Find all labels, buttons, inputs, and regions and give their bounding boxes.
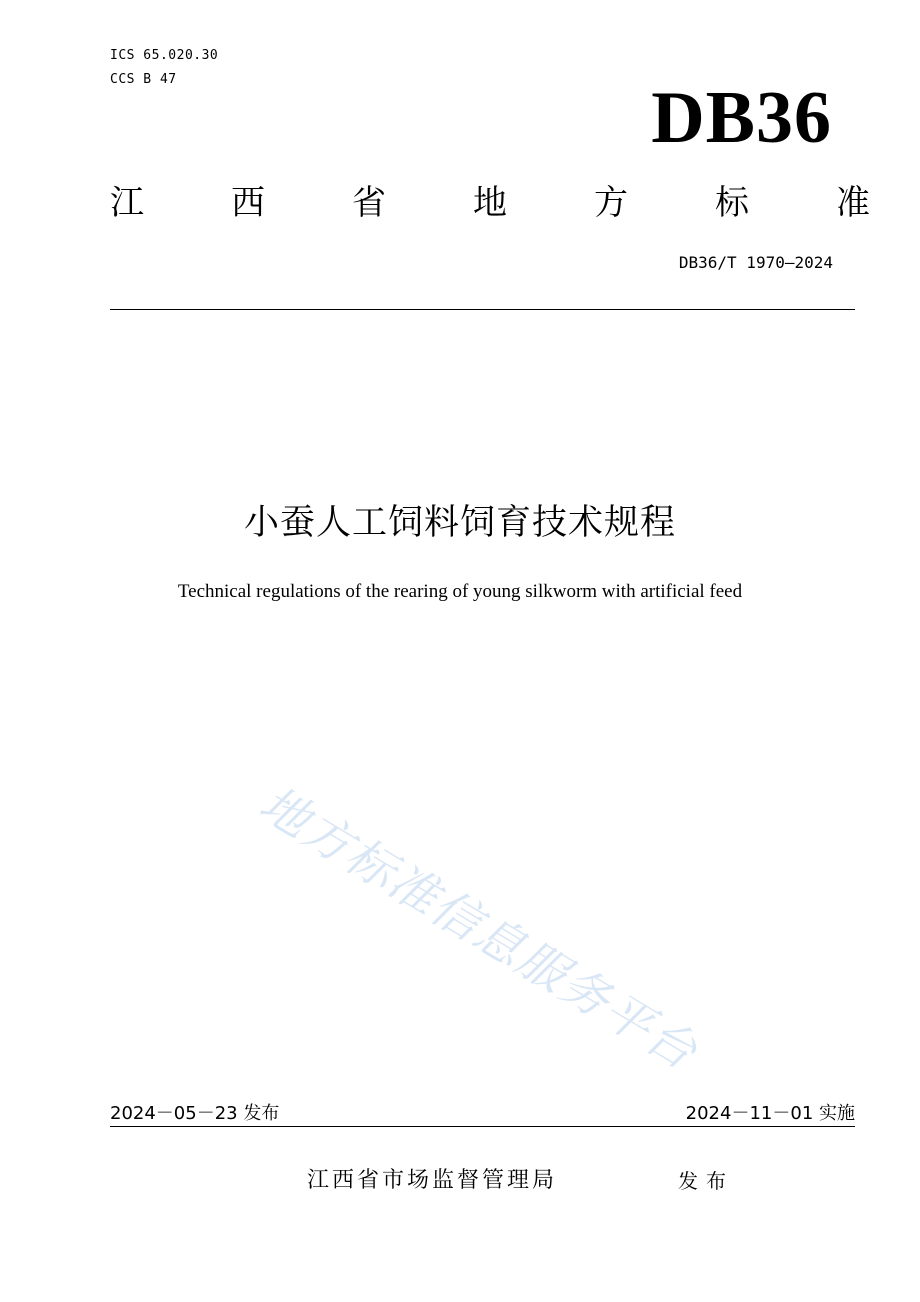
watermark: 地方标准信息服务平台 <box>249 775 708 1082</box>
standard-type-char: 省 <box>352 183 386 223</box>
ics-code: ICS 65.020.30 <box>110 48 219 63</box>
standard-type-char: 西 <box>231 183 265 223</box>
standard-type-char: 准 <box>836 183 870 223</box>
standard-type-heading <box>110 178 870 228</box>
english-title: Technical regulations of the rearing of young silkworm with artificial feed <box>177 581 743 602</box>
standard-logo: DB36 <box>651 77 832 159</box>
publish-label: 发布 <box>678 1169 734 1193</box>
standard-type-char: 地 <box>473 183 507 223</box>
footer-divider <box>110 1126 855 1127</box>
publisher-name: 江西省市场监督管理局 <box>307 1168 558 1193</box>
ccs-code: CCS B 47 <box>110 72 177 87</box>
standard-type-char: 标 <box>715 183 749 223</box>
standard-type-char: 方 <box>594 183 628 223</box>
chinese-title: 小蚕人工饲料饲育技术规程 <box>243 503 676 543</box>
effective-date: 2024－11－01 实施 <box>685 1103 855 1124</box>
standard-number: DB36/T 1970—2024 <box>678 253 833 272</box>
header-divider <box>110 309 855 310</box>
issue-date: 2024－05－23 发布 <box>110 1103 280 1124</box>
standard-type-char: 江 <box>110 183 144 223</box>
